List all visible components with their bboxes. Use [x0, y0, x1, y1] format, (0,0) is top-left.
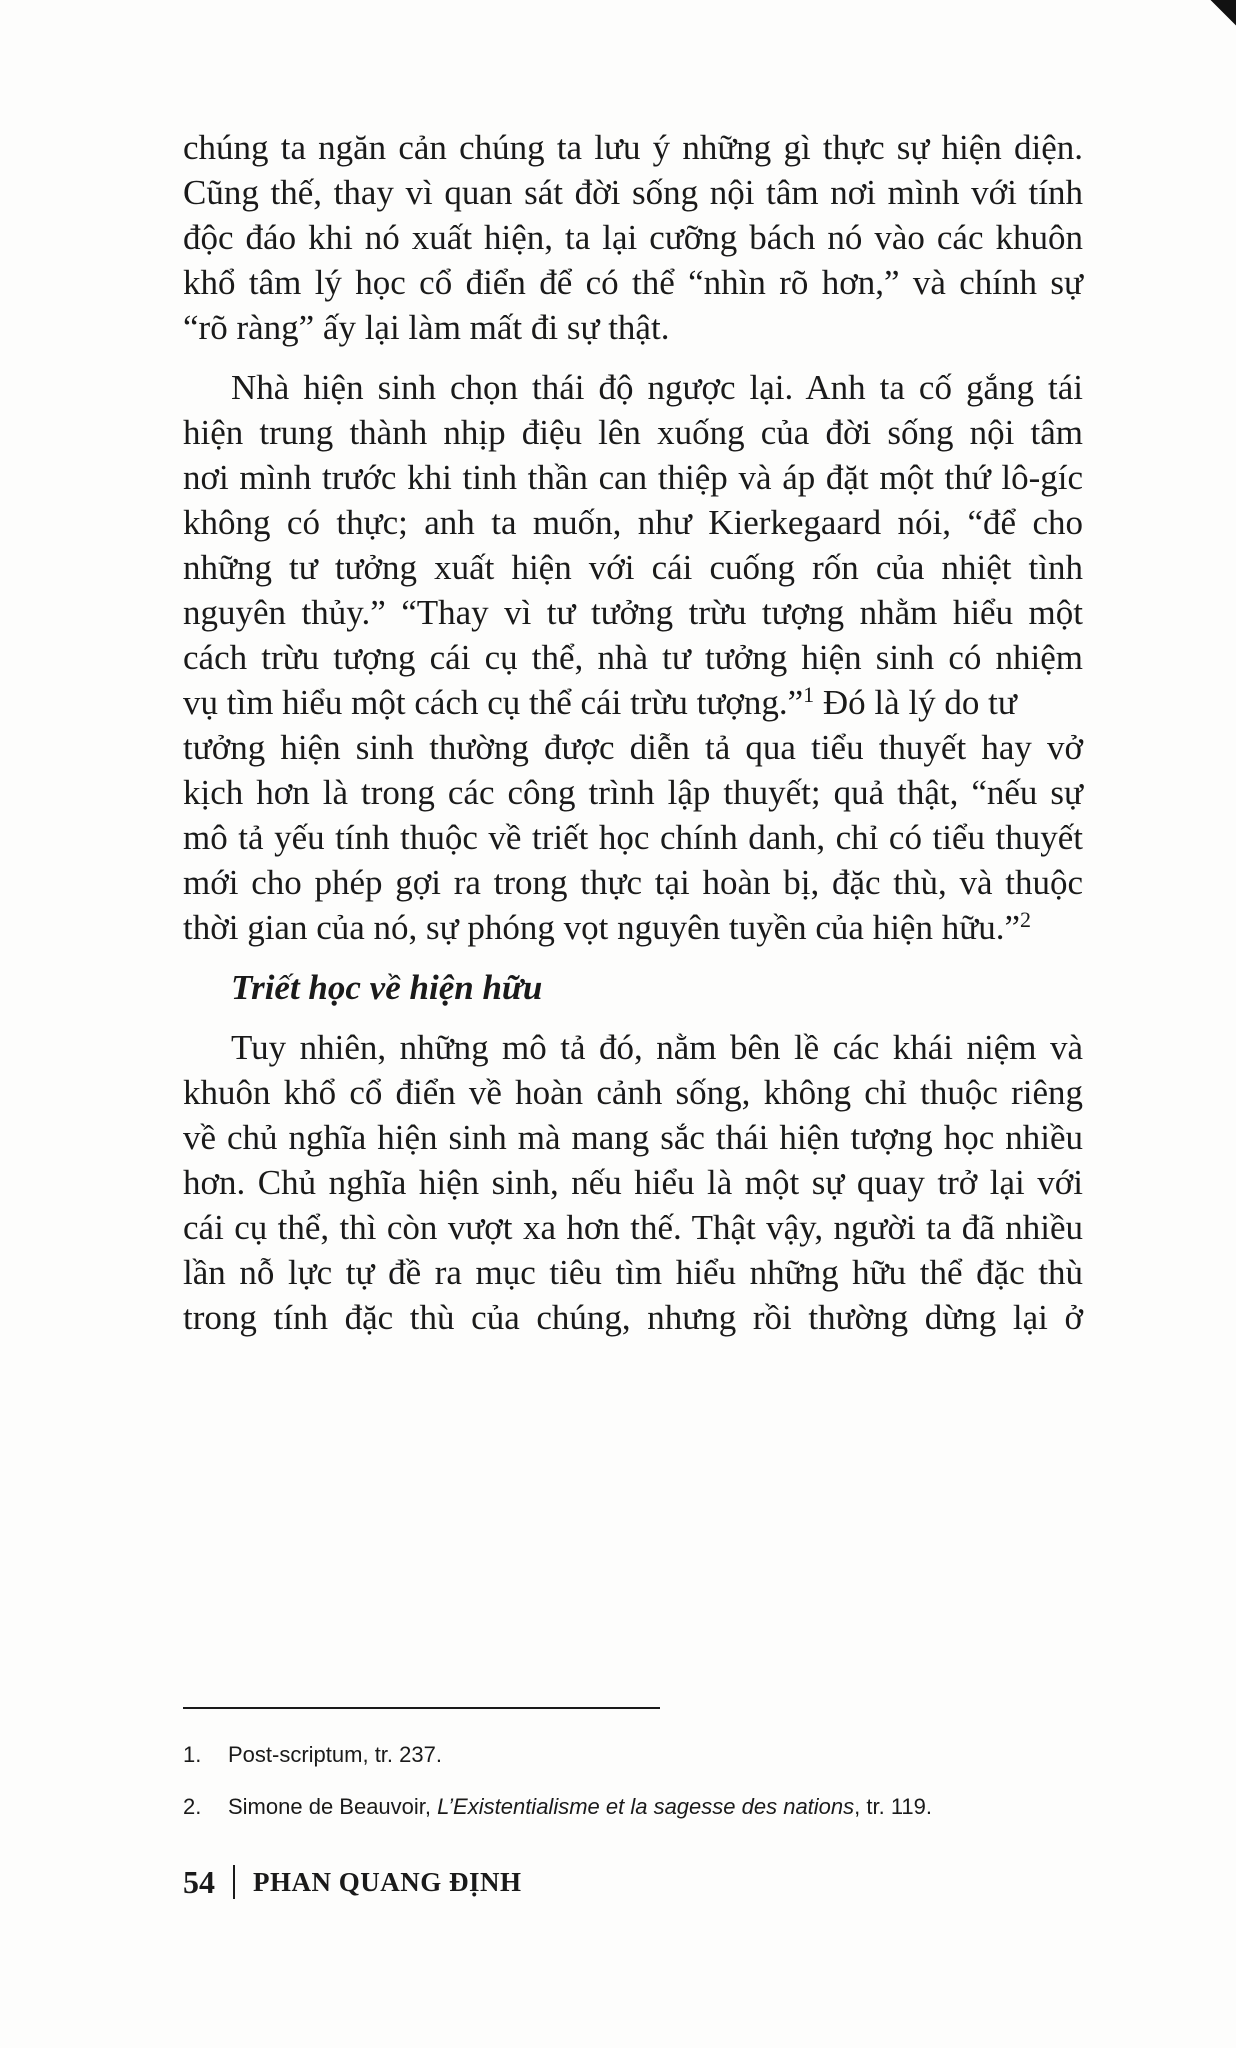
author-name: PHAN QUANG ĐỊNH	[253, 1866, 522, 1897]
body-line: nơi mình trước khi tinh thần can thiệp và áp đặt một thứ lô-gíc	[183, 458, 1083, 497]
footnote-1	[183, 1740, 442, 1770]
body-line: cách trừu tượng cái cụ thể, nhà tư tưởng hiện sinh có nhiệm	[183, 638, 1083, 677]
body-line: khổ tâm lý học cổ điển để có thể “nhìn rõ hơn,” và chính sự	[183, 263, 1083, 302]
body-line: lần nỗ lực tự đề ra mục tiêu tìm hiểu những hữu thể đặc thù	[183, 1253, 1083, 1292]
page-footer	[183, 1860, 522, 1904]
footnote-text: , tr. 119.	[854, 1794, 933, 1819]
footnote-ref-2: 2	[1019, 907, 1031, 932]
body-line: mô tả yếu tính thuộc về triết học chính danh, chỉ có tiểu thuyết	[183, 818, 1083, 857]
section-heading: Triết học về hiện hữu	[231, 968, 543, 1007]
body-line: trong tính đặc thù của chúng, nhưng rồi thường dừng lại ở	[183, 1298, 1083, 1337]
footnote-text: Simone de Beauvoir,	[228, 1794, 438, 1819]
body-line: khuôn khổ cổ điển về hoàn cảnh sống, không chỉ thuộc riêng	[183, 1073, 1083, 1112]
body-line: nguyên thủy.” “Thay vì tư tưởng trừu tượng nhằm hiểu một	[183, 593, 1083, 632]
scan-corner-mark	[1210, 0, 1236, 30]
body-line: cái cụ thể, thì còn vượt xa hơn thế. Thật vậy, người ta đã nhiều	[183, 1208, 1083, 1247]
body-line-part: thời gian của nó, sự phóng vọt nguyên tuyền của hiện hữu.”	[183, 908, 1020, 947]
footnote-text: Post-scriptum, tr. 237.	[228, 1742, 442, 1767]
body-line-part: vụ tìm hiểu một cách cụ thể cái trừu tượng.”	[183, 683, 804, 722]
footer-separator	[233, 1865, 235, 1899]
body-line: kịch hơn là trong các công trình lập thuyết; quả thật, “nếu sự	[183, 773, 1083, 812]
body-line: hiện trung thành nhịp điệu lên xuống của đời sống nội tâm	[183, 413, 1083, 452]
footnote-book-title: L’Existentialisme et la sagesse des nations	[437, 1794, 855, 1819]
body-line: những tư tưởng xuất hiện với cái cuống rốn của nhiệt tình	[183, 548, 1083, 587]
footnote-divider	[183, 1707, 660, 1709]
page-number: 54	[183, 1863, 215, 1900]
body-line: Cũng thế, thay vì quan sát đời sống nội tâm nơi mình với tính	[183, 173, 1083, 212]
body-line: về chủ nghĩa hiện sinh mà mang sắc thái hiện tượng học nhiều	[183, 1118, 1083, 1157]
footnote-number: 2.	[183, 1794, 202, 1819]
body-line: “rõ ràng” ấy lại làm mất đi sự thật.	[183, 308, 670, 347]
footnote-ref-1: 1	[803, 682, 815, 707]
body-line-with-footnote	[183, 908, 1031, 948]
body-line-with-footnote	[183, 683, 1083, 723]
body-line: mới cho phép gợi ra trong thực tại hoàn bị, đặc thù, và thuộc	[183, 863, 1083, 902]
body-line: không có thực; anh ta muốn, như Kierkegaard nói, “để cho	[183, 503, 1083, 542]
body-line: hơn. Chủ nghĩa hiện sinh, nếu hiểu là một sự quay trở lại với	[183, 1163, 1083, 1202]
body-line: độc đáo khi nó xuất hiện, ta lại cưỡng bách nó vào các khuôn	[183, 218, 1083, 257]
body-line-part: Đó là lý do tư	[814, 683, 1017, 722]
footnote-number: 1.	[183, 1742, 202, 1767]
body-line: tưởng hiện sinh thường được diễn tả qua tiểu thuyết hay vở	[183, 728, 1083, 767]
body-line: chúng ta ngăn cản chúng ta lưu ý những gì thực sự hiện diện.	[183, 128, 1083, 167]
body-line: Tuy nhiên, những mô tả đó, nằm bên lề các khái niệm và	[231, 1028, 1083, 1067]
body-line: Nhà hiện sinh chọn thái độ ngược lại. Anh ta cố gắng tái	[231, 368, 1083, 407]
footnote-2	[183, 1792, 932, 1822]
